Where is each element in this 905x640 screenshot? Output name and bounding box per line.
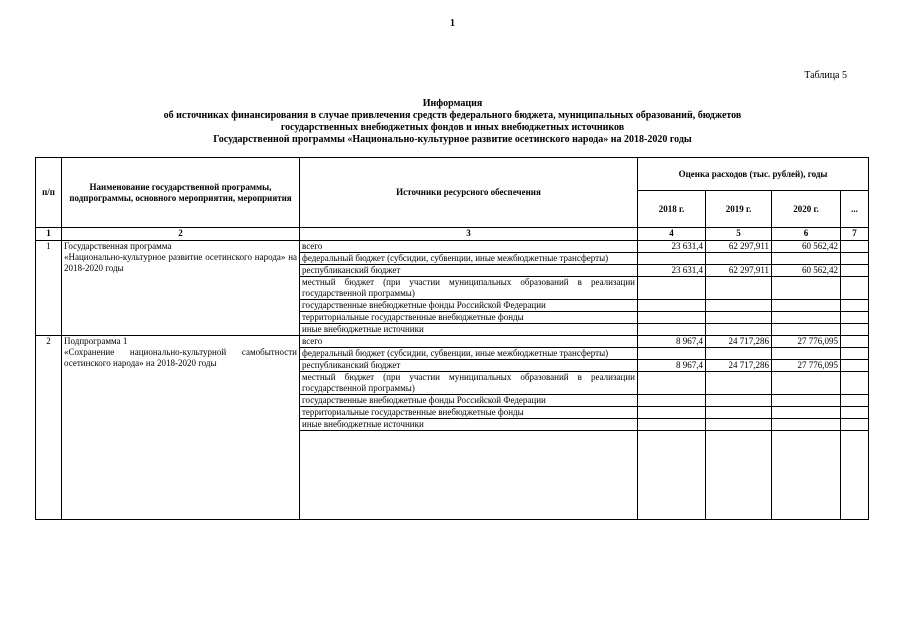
expense-value-extra [841,419,869,431]
expense-value-extra [841,336,869,348]
expense-value-extra [841,348,869,360]
column-number: 2 [62,228,300,241]
expense-value-2019: 62 297,911 [706,265,772,277]
program-name [62,241,300,336]
expense-value-2018: 23 631,4 [638,265,706,277]
expense-value-2020 [772,277,841,300]
expense-value-2020 [772,253,841,265]
empty-cell [841,431,869,520]
funding-source: местный бюджет (при участии муниципальных образований в реализации государственной программы) [300,372,638,395]
funding-source: государственные внебюджетные фонды Российской Федерации [300,395,638,407]
header-sources: Источники ресурсного обеспечения [300,158,638,228]
expense-value-2020 [772,395,841,407]
expense-value-extra [841,300,869,312]
expense-value-2019: 62 297,911 [706,241,772,253]
expense-value-2020: 60 562,42 [772,265,841,277]
expense-value-2018: 23 631,4 [638,241,706,253]
expense-value-2019 [706,407,772,419]
column-number: 4 [638,228,706,241]
expense-value-2018 [638,300,706,312]
expense-value-2020 [772,324,841,336]
expense-value-extra [841,253,869,265]
expense-value-2018: 8 967,4 [638,336,706,348]
expense-value-2019 [706,372,772,395]
expense-value-2019 [706,312,772,324]
funding-source: федеральный бюджет (субсидии, субвенции, иные межбюджетные трансферты) [300,253,638,265]
header-estimate: Оценка расходов (тыс. рублей), годы [638,158,869,191]
expense-value-2018: 8 967,4 [638,360,706,372]
expense-value-extra [841,372,869,395]
header-year: 2020 г. [772,191,841,228]
expense-value-extra [841,241,869,253]
program-name [62,336,300,520]
table-body [36,241,869,520]
expense-value-2020 [772,407,841,419]
header-name: Наименование государственной программы, подпрограммы, основного мероприятия, мероприятия [62,158,300,228]
expense-value-extra [841,395,869,407]
expense-value-2018 [638,395,706,407]
expense-value-extra [841,277,869,300]
program-name-line: Подпрограмма 1 [64,336,128,346]
heading-line: Государственной программы «Национально-культурное развитие осетинского народа» на 2018-2020 годы [213,134,692,145]
expense-value-extra [841,324,869,336]
funding-source: республиканский бюджет [300,265,638,277]
expense-value-2018 [638,407,706,419]
row-number: 1 [36,241,62,336]
header-year: 2019 г. [706,191,772,228]
funding-source: иные внебюджетные источники [300,419,638,431]
heading-line: государственных внебюджетных фондов и иных внебюджетных источников [280,122,625,133]
expense-value-2020 [772,348,841,360]
expense-value-2020 [772,419,841,431]
expense-value-2018 [638,348,706,360]
table-row [36,241,869,253]
expense-value-2020: 27 776,095 [772,360,841,372]
expense-value-2019: 24 717,286 [706,360,772,372]
column-number: 7 [841,228,869,241]
funding-source: республиканский бюджет [300,360,638,372]
column-number: 1 [36,228,62,241]
funding-source: территориальные государственные внебюджетные фонды [300,407,638,419]
expense-value-2020: 60 562,42 [772,241,841,253]
column-number: 6 [772,228,841,241]
expense-value-2019 [706,348,772,360]
table-label: Таблица 5 [804,70,847,81]
expense-value-2018 [638,419,706,431]
heading-title: Информация [422,98,483,109]
expense-value-2018 [638,277,706,300]
page-number: 1 [450,18,455,29]
program-name-line: Государственная программа [64,241,172,251]
expense-value-2019 [706,324,772,336]
row-number: 2 [36,336,62,520]
funding-source: всего [300,241,638,253]
header-year: 2018 г. [638,191,706,228]
expense-value-2018 [638,372,706,395]
expense-value-extra [841,407,869,419]
expense-value-2020 [772,312,841,324]
program-name-line: «Национально-культурное развитие осетинского народа» на 2018-2020 годы [64,252,297,273]
expense-value-extra [841,312,869,324]
expense-value-extra [841,265,869,277]
funding-source: всего [300,336,638,348]
funding-source: местный бюджет (при участии муниципальных образований в реализации государственной программы) [300,277,638,300]
header-year: ... [841,191,869,228]
expense-value-extra [841,360,869,372]
header-num: п/п [36,158,62,228]
funding-source: иные внебюджетные источники [300,324,638,336]
document-heading [40,98,865,146]
expense-value-2019 [706,395,772,407]
funding-source: федеральный бюджет (субсидии, субвенции, иные межбюджетные трансферты) [300,348,638,360]
expense-value-2019 [706,300,772,312]
empty-cell [300,431,638,520]
expense-value-2019: 24 717,286 [706,336,772,348]
expense-value-2018 [638,253,706,265]
funding-source: территориальные государственные внебюджетные фонды [300,312,638,324]
expense-value-2018 [638,324,706,336]
column-number: 5 [706,228,772,241]
table-row [36,336,869,348]
heading-line: об источниках финансирования в случае привлечения средств федерального бюджета, муниципальных образований, бюджетов [163,110,742,121]
program-name-line: «Сохранение национально-культурной самобытности осетинского народа» на 2018-2020 годы [64,347,297,368]
expense-value-2020: 27 776,095 [772,336,841,348]
financing-table [35,157,869,520]
expense-value-2019 [706,277,772,300]
column-number: 3 [300,228,638,241]
empty-cell [706,431,772,520]
empty-cell [638,431,706,520]
expense-value-2018 [638,312,706,324]
funding-source: государственные внебюджетные фонды Российской Федерации [300,300,638,312]
empty-cell [772,431,841,520]
expense-value-2019 [706,253,772,265]
expense-value-2019 [706,419,772,431]
expense-value-2020 [772,300,841,312]
expense-value-2020 [772,372,841,395]
